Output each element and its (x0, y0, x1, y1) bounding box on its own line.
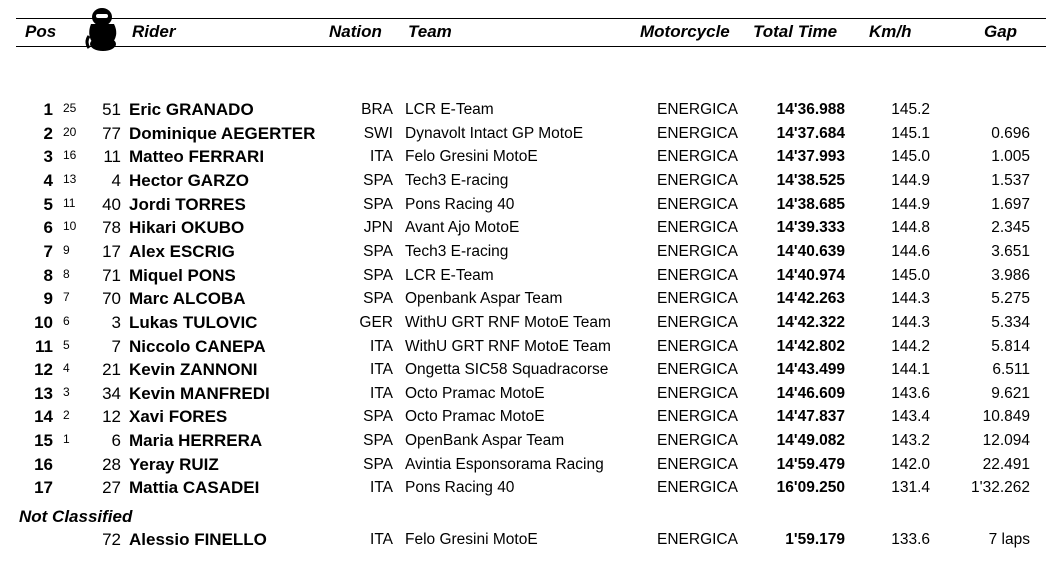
nation: BRA (361, 101, 393, 118)
header-team: Team (408, 22, 452, 41)
rider-name: Hector GARZO (129, 170, 249, 190)
result-row (0, 313, 1056, 336)
total-time: 14'47.837 (776, 408, 845, 426)
nation: ITA (370, 361, 393, 379)
speed-kmh: 145.0 (891, 148, 930, 166)
header-total-time: Total Time (753, 22, 838, 41)
total-time: 1'59.179 (785, 531, 845, 548)
rider-name: Alessio FINELLO (129, 530, 267, 549)
rider-number: 34 (102, 383, 121, 403)
rider-number: 11 (103, 147, 121, 167)
gap: 1'32.262 (971, 479, 1030, 497)
gap: 2.345 (991, 219, 1030, 237)
gap: 1.697 (991, 195, 1030, 213)
gap: 7 laps (988, 531, 1030, 548)
total-time: 14'39.333 (776, 219, 845, 237)
motorcycle: ENERGICA (657, 531, 738, 548)
gap: 5.814 (991, 337, 1030, 355)
header-bottom-rule (16, 46, 1046, 47)
position: 5 (43, 194, 53, 214)
gap: 22.491 (982, 455, 1030, 473)
rider-name: Kevin MANFREDI (129, 383, 270, 403)
nation: ITA (370, 148, 393, 166)
header-pos: Pos (25, 22, 57, 41)
motorcycle: ENERGICA (657, 124, 738, 142)
team: Ongetta SIC58 Squadracorse (405, 361, 609, 379)
team: Avant Ajo MotoE (405, 219, 520, 237)
nation: SPA (363, 171, 393, 189)
header-motorcycle: Motorcycle (640, 22, 730, 41)
total-time: 14'38.525 (776, 171, 845, 189)
result-row (0, 147, 1056, 170)
rider-name: Miquel PONS (129, 265, 236, 285)
position: 10 (34, 312, 53, 332)
speed-kmh: 143.4 (891, 408, 930, 426)
team: LCR E-Team (405, 266, 494, 284)
rider-number: 77 (102, 123, 121, 143)
position: 11 (35, 336, 53, 356)
team: Tech3 E-racing (405, 242, 509, 260)
speed-kmh: 144.2 (891, 337, 930, 355)
rider-number: 40 (102, 194, 121, 214)
nation: SWI (363, 124, 393, 142)
speed-kmh: 142.0 (891, 455, 930, 473)
points: 20 (63, 124, 77, 139)
gap: 10.849 (982, 408, 1030, 426)
motorcycle: ENERGICA (657, 408, 738, 426)
team: WithU GRT RNF MotoE Team (405, 337, 611, 355)
points: 25 (63, 101, 77, 115)
team: Felo Gresini MotoE (405, 531, 538, 548)
team: Dynavolt Intact GP MotoE (405, 124, 584, 142)
header-gap: Gap (984, 22, 1018, 41)
result-row (0, 289, 1056, 312)
nation: ITA (370, 384, 393, 402)
result-row (0, 360, 1056, 383)
motorcycle: ENERGICA (657, 242, 738, 260)
motorcycle: ENERGICA (657, 337, 738, 355)
motorcycle: ENERGICA (657, 384, 738, 402)
nation: SPA (363, 195, 393, 213)
result-row (0, 384, 1056, 407)
points: 4 (63, 361, 70, 376)
speed-kmh: 143.2 (891, 432, 930, 450)
rider-name: Lukas TULOVIC (129, 312, 258, 332)
nation: GER (359, 313, 393, 331)
rider-name: Hikari OKUBO (129, 218, 245, 238)
nation: JPN (363, 219, 393, 237)
result-row (0, 407, 1056, 430)
total-time: 16'09.250 (776, 479, 845, 497)
rider-number: 3 (111, 312, 121, 332)
total-time: 14'42.322 (776, 313, 845, 331)
team: WithU GRT RNF MotoE Team (405, 313, 611, 331)
position: 15 (34, 431, 53, 451)
nation: SPA (363, 290, 393, 308)
points: 1 (63, 432, 70, 447)
gap: 1.005 (991, 148, 1030, 166)
team: OpenBank Aspar Team (405, 432, 565, 450)
result-row (0, 195, 1056, 218)
header-nation: Nation (329, 22, 382, 41)
rider-number: 28 (102, 454, 121, 474)
rider-name: Marc ALCOBA (129, 289, 246, 309)
speed-kmh: 145.1 (891, 124, 930, 142)
total-time: 14'38.685 (776, 195, 845, 213)
speed-kmh: 145.0 (891, 266, 930, 284)
speed-kmh: 143.6 (891, 384, 930, 402)
points: 13 (63, 171, 77, 186)
nation: SPA (363, 432, 393, 450)
result-row (0, 100, 1056, 123)
total-time: 14'37.993 (776, 148, 845, 166)
nation: ITA (370, 337, 393, 355)
motorcycle: ENERGICA (657, 455, 738, 473)
rider-number: 6 (111, 431, 121, 451)
total-time: 14'40.974 (776, 266, 845, 284)
result-row (0, 478, 1056, 501)
points: 8 (63, 266, 70, 281)
result-row (0, 431, 1056, 454)
gap: 5.334 (991, 313, 1030, 331)
total-time: 14'37.684 (776, 124, 845, 142)
nation: SPA (363, 455, 393, 473)
result-row (0, 242, 1056, 265)
rider-name: Jordi TORRES (129, 194, 246, 214)
speed-kmh: 133.6 (891, 531, 930, 548)
team: Pons Racing 40 (405, 479, 515, 497)
rider-number: 71 (102, 265, 121, 285)
total-time: 14'59.479 (776, 455, 845, 473)
result-row (0, 171, 1056, 194)
points: 9 (63, 242, 70, 257)
result-row (0, 455, 1056, 478)
motorcycle: ENERGICA (657, 361, 738, 379)
gap: 9.621 (991, 384, 1030, 402)
total-time: 14'43.499 (776, 361, 845, 379)
nation: SPA (363, 242, 393, 260)
motorcycle: ENERGICA (657, 290, 738, 308)
team: LCR E-Team (405, 101, 494, 118)
speed-kmh: 144.9 (891, 195, 930, 213)
position: 1 (43, 100, 53, 119)
nation: SPA (363, 408, 393, 426)
total-time: 14'40.639 (776, 242, 845, 260)
position: 17 (34, 478, 53, 498)
position: 6 (43, 218, 53, 238)
position: 8 (43, 265, 53, 285)
team: Avintia Esponsorama Racing (405, 455, 604, 473)
total-time: 14'49.082 (776, 432, 845, 450)
speed-kmh: 144.3 (891, 290, 930, 308)
result-row (0, 337, 1056, 360)
gap: 5.275 (991, 290, 1030, 308)
rider-number: 51 (102, 100, 121, 119)
rider-name: Matteo FERRARI (129, 147, 265, 167)
team: Octo Pramac MotoE (405, 384, 545, 402)
position: 16 (34, 454, 53, 474)
rider-number: 4 (111, 170, 121, 190)
rider-number: 78 (102, 218, 121, 238)
team: Felo Gresini MotoE (405, 148, 538, 166)
speed-kmh: 144.3 (891, 313, 930, 331)
speed-kmh: 144.6 (891, 242, 930, 260)
rider-number: 17 (102, 241, 121, 261)
rider-number: 7 (111, 336, 121, 356)
gap: 6.511 (992, 361, 1030, 379)
motorcycle: ENERGICA (657, 432, 738, 450)
rider-name: Eric GRANADO (129, 100, 254, 119)
total-time: 14'42.802 (776, 337, 845, 355)
points: 16 (63, 148, 77, 163)
motorcycle: ENERGICA (657, 101, 738, 118)
motorcycle: ENERGICA (657, 148, 738, 166)
total-time: 14'36.988 (776, 101, 845, 118)
result-row (0, 218, 1056, 241)
nation: SPA (363, 266, 393, 284)
position: 7 (43, 241, 53, 261)
nation: ITA (370, 479, 393, 497)
speed-kmh: 144.8 (891, 219, 930, 237)
rider-name: Yeray RUIZ (129, 454, 219, 474)
result-row (0, 530, 1056, 553)
rider-number: 12 (102, 407, 121, 427)
total-time: 14'46.609 (776, 384, 845, 402)
points: 5 (63, 337, 70, 352)
position: 4 (43, 170, 53, 190)
rider-number: 70 (102, 289, 121, 309)
result-row (0, 124, 1056, 147)
rider-name: Dominique AEGERTER (129, 123, 316, 143)
points: 11 (63, 195, 76, 210)
team: Octo Pramac MotoE (405, 408, 545, 426)
gap: 0.696 (991, 124, 1030, 142)
rider-number: 21 (102, 360, 121, 380)
points: 7 (63, 290, 70, 305)
rider-name: Alex ESCRIG (129, 241, 235, 261)
position: 14 (34, 407, 53, 427)
rider-name: Mattia CASADEI (129, 478, 260, 498)
motorcycle: ENERGICA (657, 219, 738, 237)
team: Openbank Aspar Team (405, 290, 563, 308)
motorcycle: ENERGICA (657, 479, 738, 497)
rider-name: Kevin ZANNONI (129, 360, 258, 380)
team: Pons Racing 40 (405, 195, 515, 213)
points: 10 (63, 219, 77, 234)
position: 9 (43, 289, 53, 309)
position: 12 (34, 360, 53, 380)
motorcycle: ENERGICA (657, 171, 738, 189)
gap: 1.537 (991, 171, 1030, 189)
speed-kmh: 144.9 (891, 171, 930, 189)
points: 3 (63, 384, 70, 399)
rider-name: Niccolo CANEPA (129, 336, 266, 356)
motorcycle: ENERGICA (657, 266, 738, 284)
gap: 3.986 (991, 266, 1030, 284)
position: 3 (43, 147, 53, 167)
rider-number: 72 (102, 530, 121, 549)
speed-kmh: 144.1 (891, 361, 930, 379)
speed-kmh: 131.4 (891, 479, 930, 497)
nation: ITA (370, 531, 393, 548)
position: 2 (43, 123, 53, 143)
header-top-rule (16, 18, 1046, 19)
header-kmh: Km/h (869, 22, 912, 41)
gap: 12.094 (982, 432, 1030, 450)
gap: 3.651 (991, 242, 1030, 260)
header-rider: Rider (132, 22, 176, 41)
points: 2 (63, 408, 70, 423)
not-classified-heading: Not Classified (19, 507, 133, 526)
total-time: 14'42.263 (776, 290, 845, 308)
speed-kmh: 145.2 (891, 101, 930, 118)
motorcycle: ENERGICA (657, 313, 738, 331)
position: 13 (34, 383, 53, 403)
result-row (0, 266, 1056, 289)
rider-name: Maria HERRERA (129, 431, 263, 451)
motorcycle: ENERGICA (657, 195, 738, 213)
rider-name: Xavi FORES (129, 407, 228, 427)
team: Tech3 E-racing (405, 171, 509, 189)
rider-number: 27 (102, 478, 121, 498)
points: 6 (63, 313, 70, 328)
